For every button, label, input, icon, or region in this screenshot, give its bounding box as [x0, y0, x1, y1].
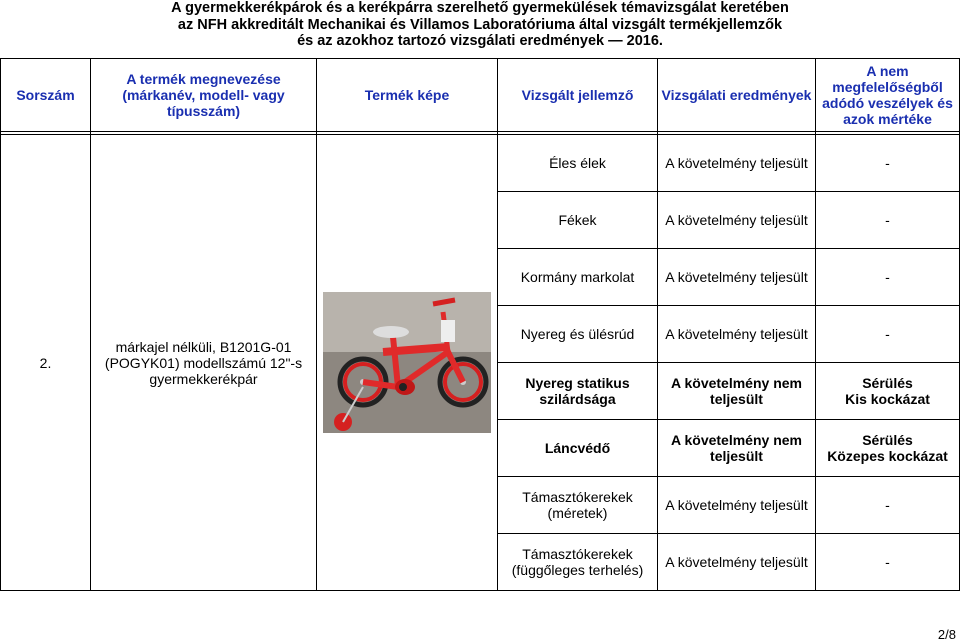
table-row: [1, 135, 960, 192]
hazard-cell: -: [816, 135, 960, 192]
document-title: [0, 0, 960, 50]
header-veszelyek: A nem megfelelőségből adódó veszélyek és azok mértéke: [816, 59, 960, 132]
feature-cell: Támasztókerekek (méretek): [498, 477, 658, 534]
header-termek-megnevezese: [91, 59, 317, 132]
title-line-1: A gyermekkerékpárok és a kerékpárra szerelhető gyermekülések témavizsgálat keretében: [171, 0, 789, 16]
hazard-level: Közepes kockázat: [827, 448, 948, 464]
result-cell: A követelmény teljesült: [658, 249, 816, 306]
hazard-level: Kis kockázat: [845, 391, 930, 407]
header-megnevezes-line-1: A termék megnevezése: [126, 71, 281, 87]
product-name: márkajel nélküli, B1201G-01 (POGYK01) modellszámú 12"-s gyermekkerékpár: [91, 135, 317, 591]
header-sorszam: Sorszám: [1, 59, 91, 132]
title-line-3: és az azokhoz tartozó vizsgálati eredmények — 2016.: [297, 33, 663, 49]
hazard-type: Sérülés: [862, 432, 913, 448]
feature-cell: Nyereg statikus szilárdsága: [498, 363, 658, 420]
hazard-cell: [816, 363, 960, 420]
hazard-cell: -: [816, 192, 960, 249]
results-table: [0, 58, 960, 591]
hazard-type: Sérülés: [862, 375, 913, 391]
result-cell: A követelmény nem teljesült: [658, 420, 816, 477]
hazard-cell: [816, 420, 960, 477]
product-number: 2.: [1, 135, 91, 591]
result-cell: A követelmény teljesült: [658, 534, 816, 591]
page-number: 2/8: [937, 627, 956, 642]
hazard-cell: -: [816, 534, 960, 591]
hazard-cell: -: [816, 306, 960, 363]
result-cell: A követelmény teljesült: [658, 135, 816, 192]
hazard-cell: -: [816, 477, 960, 534]
result-cell: A követelmény teljesült: [658, 306, 816, 363]
header-vizsgalt-jellemzo: Vizsgált jellemző: [498, 59, 658, 132]
bicycle-image: [323, 292, 491, 433]
product-image: [317, 135, 498, 591]
feature-cell: Nyereg és ülésrúd: [498, 306, 658, 363]
table-header-row: [1, 59, 960, 132]
feature-cell: Kormány markolat: [498, 249, 658, 306]
feature-cell: Láncvédő: [498, 420, 658, 477]
header-vizsgalati-eredmenyek: Vizsgálati eredmények: [658, 59, 816, 132]
feature-cell: Fékek: [498, 192, 658, 249]
feature-cell: Éles élek: [498, 135, 658, 192]
feature-cell: Támasztókerekek (függőleges terhelés): [498, 534, 658, 591]
result-cell: A követelmény teljesült: [658, 477, 816, 534]
result-cell: A követelmény nem teljesült: [658, 363, 816, 420]
hazard-cell: -: [816, 249, 960, 306]
header-termek-kepe: Termék képe: [317, 59, 498, 132]
result-cell: A követelmény teljesült: [658, 192, 816, 249]
title-line-2: az NFH akkreditált Mechanikai és Villamos Laboratóriuma által vizsgált termékjellemzők: [177, 16, 783, 33]
header-megnevezes-line-2: (márkanév, modell- vagy típusszám): [122, 87, 285, 119]
